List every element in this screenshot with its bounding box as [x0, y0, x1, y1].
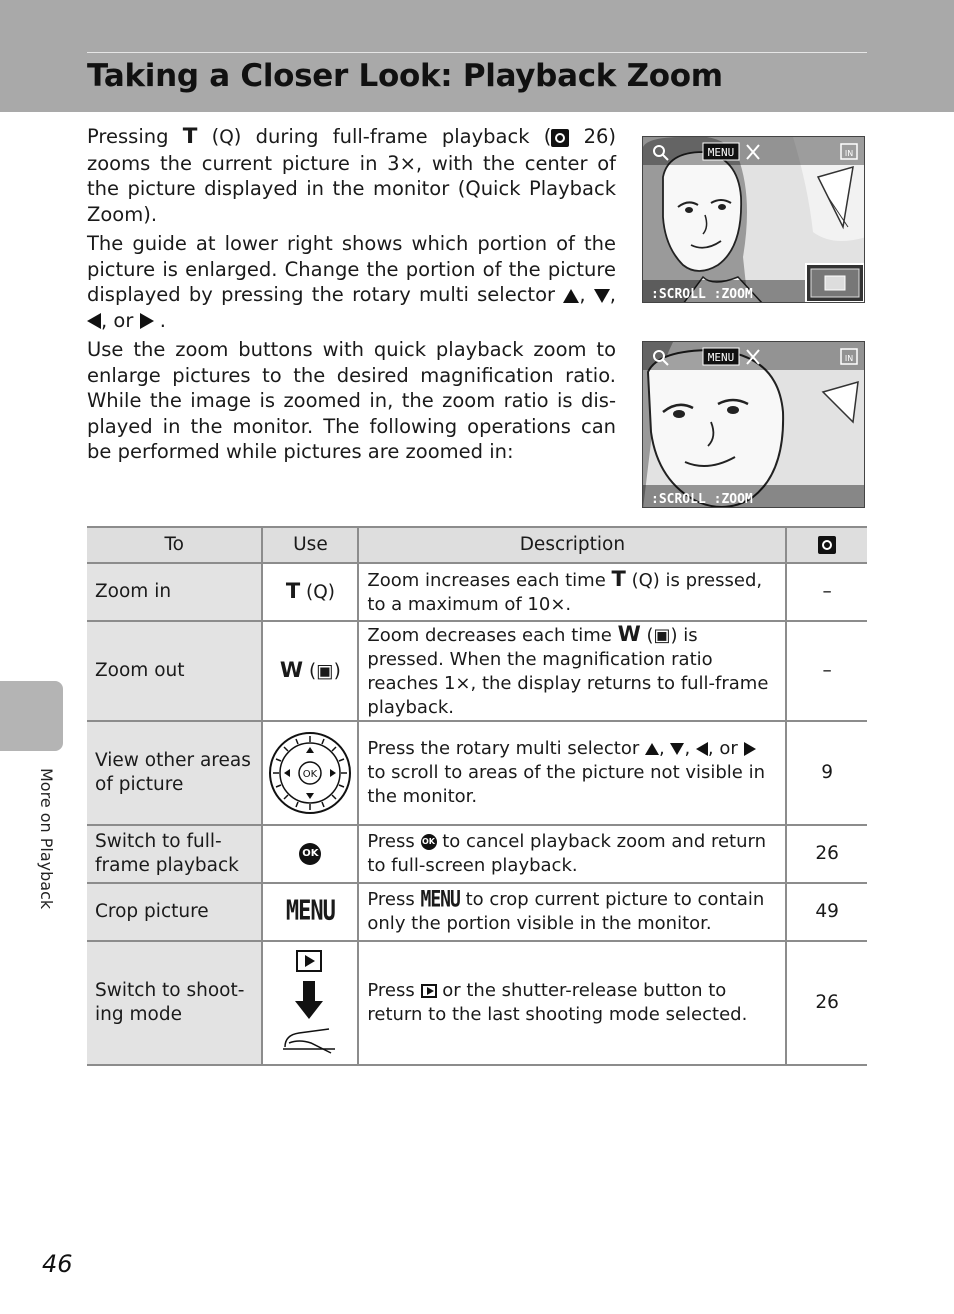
- row-to: Zoom in: [87, 563, 262, 621]
- svg-text:IN: IN: [844, 149, 854, 158]
- desc-text: to crop current picture to contain only the portion visible in the monitor.: [367, 889, 765, 934]
- separator: , or: [101, 308, 134, 332]
- intro-text: (: [211, 125, 220, 148]
- desc-text: to scroll to areas of the picture not visible in the monitor.: [367, 762, 766, 807]
- wide-button-icon: W: [279, 658, 304, 682]
- svg-text::SCROLL :ZOOM: :SCROLL :ZOOM: [651, 287, 753, 302]
- row-use: [262, 621, 358, 721]
- playback-then-shutter-icon: [275, 947, 345, 1059]
- page-title: Taking a Closer Look: Playback Zoom: [87, 58, 723, 94]
- desc-text: Zoom decreases each time: [367, 625, 612, 646]
- intro-text: The guide at lower right shows which portion of the picture is enlarged. Change the portion of the picture displayed by pressing the rotary multi selector: [87, 232, 616, 306]
- monitor-screenshot-quick-zoom: [642, 136, 865, 303]
- row-use: [262, 883, 358, 941]
- tele-button-icon: T: [285, 579, 301, 603]
- body-text: [87, 124, 616, 469]
- table-header-row: [87, 527, 867, 563]
- intro-text: Pressing: [87, 125, 169, 148]
- desc-text: (▣) is pressed. When the magnification ratio reaches 1×, the display returns to full-frame playback.: [367, 625, 769, 718]
- table-row: [87, 941, 867, 1065]
- operations-table: [87, 526, 867, 1066]
- tele-button-icon: T: [611, 567, 626, 591]
- row-reference: –: [786, 563, 867, 621]
- side-tab: [0, 681, 63, 751]
- header-use: Use: [262, 527, 358, 563]
- arrow-left-icon: [696, 742, 708, 756]
- row-to: Switch to full-frame playback: [87, 825, 262, 883]
- arrow-right-icon: [140, 313, 154, 329]
- menu-button-icon: MENU: [285, 895, 335, 927]
- desc-text: to cancel playback zoom and return to full-screen playback.: [367, 831, 767, 876]
- table-row: [87, 883, 867, 941]
- wide-button-icon: W: [617, 622, 641, 646]
- separator: ,: [609, 283, 616, 306]
- playback-button-icon: [421, 984, 437, 998]
- row-use: [262, 825, 358, 883]
- intro-text: ) zooms the current picture in 3×, with the center of the picture displayed in the monitor (Quick Playback Zoom).: [87, 125, 617, 226]
- separator: .: [159, 308, 166, 332]
- monitor-screenshot-zoomed: [642, 341, 865, 508]
- desc-text: Press: [367, 889, 415, 910]
- intro-paragraph-1: [87, 124, 616, 227]
- desc-text: Press: [367, 980, 415, 1001]
- desc-text: Press: [367, 831, 415, 852]
- arrow-up-icon: [645, 743, 659, 755]
- row-description: [358, 621, 786, 721]
- header-band: [0, 0, 954, 112]
- thumbnail-icon: (▣): [308, 661, 341, 682]
- arrow-left-icon: [87, 313, 101, 329]
- header-rule: [87, 52, 867, 53]
- row-reference: 26: [786, 941, 867, 1065]
- row-description: [358, 825, 786, 883]
- svg-text::SCROLL :ZOOM: :SCROLL :ZOOM: [651, 492, 753, 507]
- row-reference: 26: [786, 825, 867, 883]
- svg-text:MENU: MENU: [707, 146, 735, 159]
- side-label: More on Playback: [37, 768, 56, 910]
- desc-text: Press the rotary multi selector: [367, 738, 640, 759]
- intro-text: ) during full-frame playback (: [233, 125, 552, 148]
- arrow-right-icon: [744, 742, 756, 756]
- row-use: [262, 721, 358, 825]
- row-to: Zoom out: [87, 621, 262, 721]
- rotary-multi-selector-icon: [267, 730, 353, 816]
- separator: , or: [707, 738, 738, 759]
- row-use: [262, 563, 358, 621]
- separator: ,: [658, 738, 665, 759]
- row-description: [358, 941, 786, 1065]
- menu-button-icon: MENU: [420, 886, 460, 913]
- desc-text: Zoom increases each time: [367, 570, 606, 591]
- row-description: [358, 883, 786, 941]
- row-use: [262, 941, 358, 1065]
- svg-text:OK: OK: [303, 769, 318, 780]
- intro-paragraph-2: [87, 231, 616, 333]
- row-description: [358, 721, 786, 825]
- intro-paragraph-3: Use the zoom buttons with quick playback zoom to enlarge pictures to the desired magnification ratio. While the image is zoomed in, the zoom ratio is dis-played in the monitor. The following operations can be performed while pictures are zoomed in:: [87, 338, 616, 463]
- row-description: [358, 563, 786, 621]
- page-reference: 26: [583, 125, 609, 148]
- row-reference: 49: [786, 883, 867, 941]
- arrow-up-icon: [563, 289, 579, 303]
- desc-text: or the shutter-release button to return to the last shooting mode selected.: [367, 980, 748, 1025]
- header-to: To: [87, 527, 262, 563]
- row-reference: 9: [786, 721, 867, 825]
- header-reference: [786, 527, 867, 563]
- table-row: [87, 621, 867, 721]
- row-to: Crop picture: [87, 883, 262, 941]
- table-row: [87, 825, 867, 883]
- ok-button-icon: OK: [421, 834, 437, 850]
- desc-text: (Q) is pressed, to a maximum of 10×.: [367, 570, 763, 615]
- separator: ,: [684, 738, 691, 759]
- row-to: Switch to shoot-ing mode: [87, 941, 262, 1065]
- svg-text:IN: IN: [844, 354, 854, 363]
- magnify-icon: (Q): [306, 582, 336, 603]
- row-to: View other areas of picture: [87, 721, 262, 825]
- table-row: [87, 563, 867, 621]
- portrait-illustration: [643, 137, 865, 303]
- arrow-down-icon: [670, 743, 684, 755]
- reference-icon: [551, 129, 569, 147]
- separator: ,: [579, 283, 586, 306]
- page-number: 46: [42, 1250, 73, 1278]
- header-description: Description: [358, 527, 786, 563]
- ok-button-icon: OK: [299, 843, 321, 865]
- tele-button-icon: T: [182, 124, 198, 149]
- table-row: [87, 721, 867, 825]
- svg-text:MENU: MENU: [707, 351, 735, 364]
- reference-icon: [818, 536, 836, 554]
- magnify-icon: Q: [219, 127, 234, 148]
- row-reference: –: [786, 621, 867, 721]
- portrait-illustration-zoomed: [643, 342, 865, 508]
- arrow-down-icon: [594, 289, 610, 303]
